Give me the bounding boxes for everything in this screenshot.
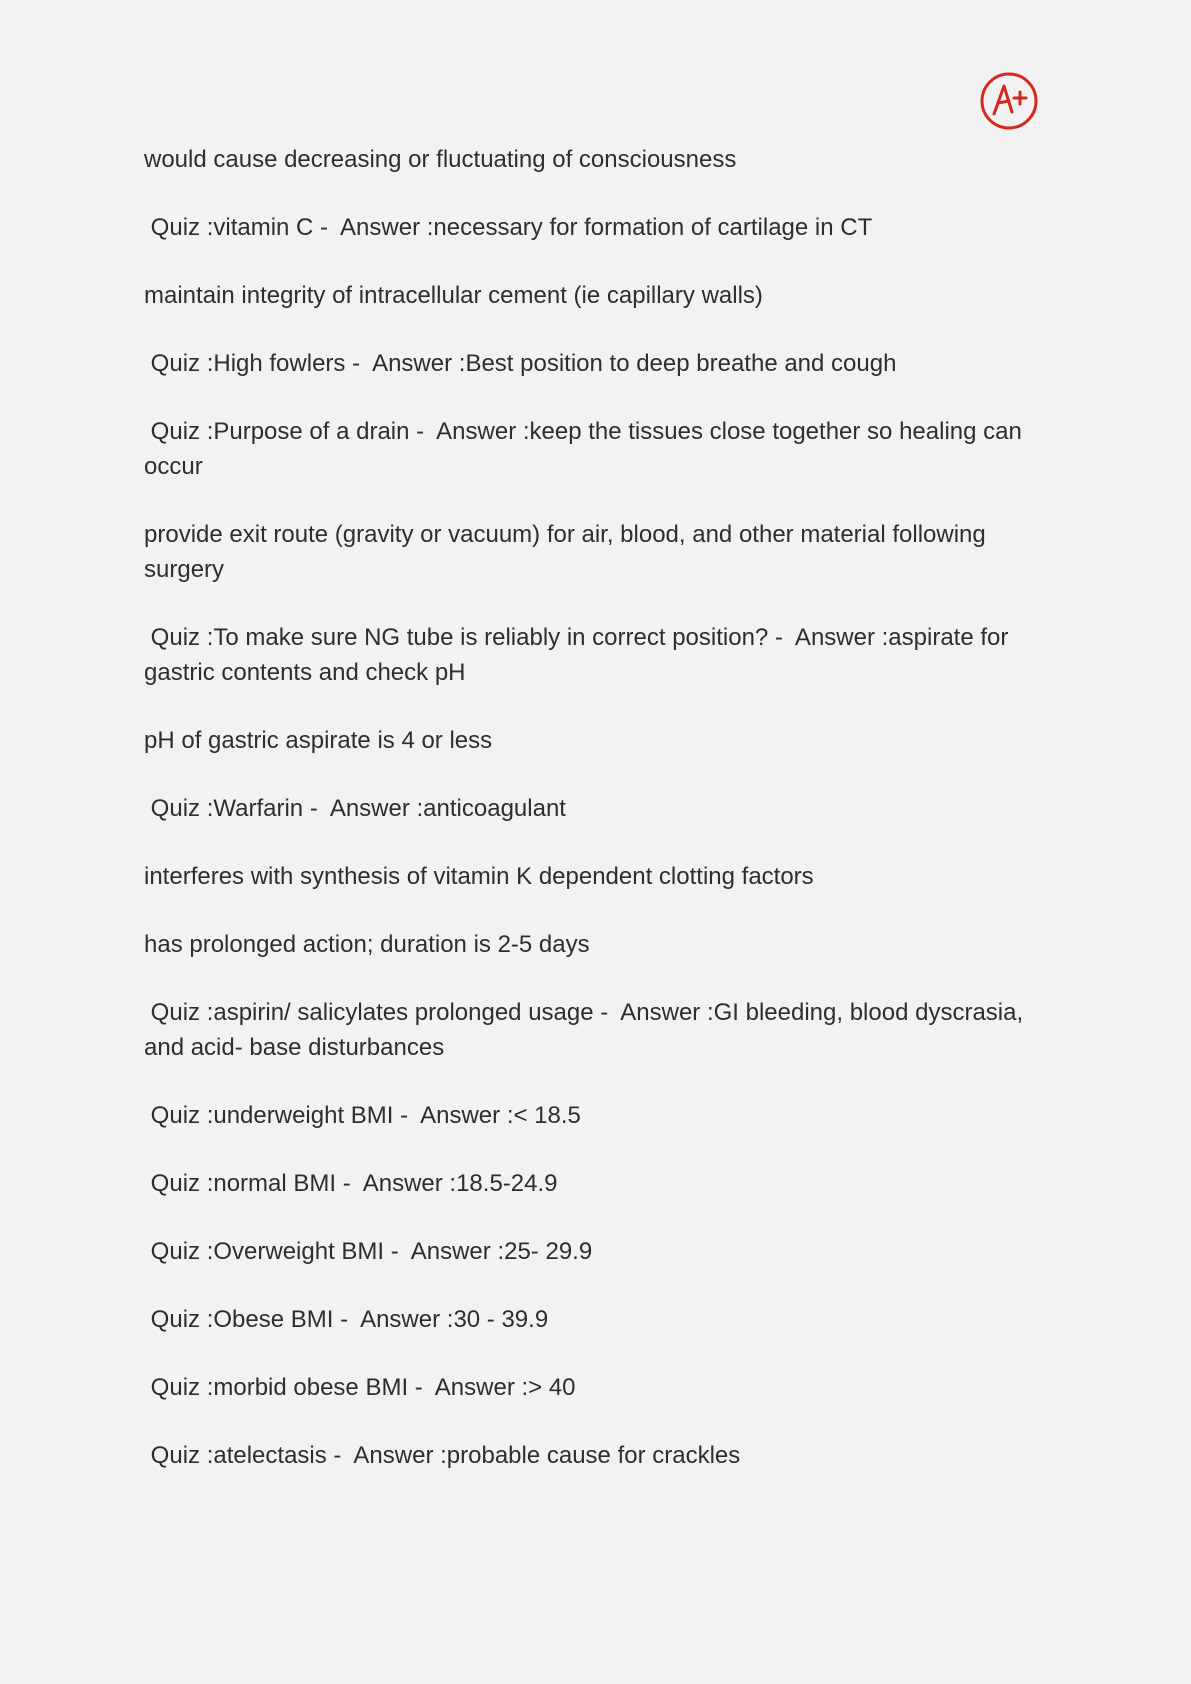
paragraph-gastric-ph: pH of gastric aspirate is 4 or less <box>144 727 493 754</box>
quiz-normal-bmi: Quiz :normal BMI - Answer :18.5-24.9 <box>144 1170 558 1197</box>
paragraph-vitamin-k: interferes with synthesis of vitamin K dependent clotting factors <box>144 863 814 890</box>
document-body <box>144 142 1044 1506</box>
quiz-vitamin-c: Quiz :vitamin C - Answer :necessary for formation of cartilage in CT <box>144 214 873 241</box>
quiz-high-fowlers: Quiz :High fowlers - Answer :Best position to deep breathe and cough <box>144 350 897 377</box>
quiz-underweight-bmi: Quiz :underweight BMI - Answer :< 18.5 <box>144 1102 581 1129</box>
grade-stamp-logo <box>978 70 1040 132</box>
paragraph-intracellular-cement: maintain integrity of intracellular cement (ie capillary walls) <box>144 282 763 309</box>
quiz-morbid-obese-bmi: Quiz :morbid obese BMI - Answer :> 40 <box>144 1374 576 1401</box>
paragraph-consciousness: would cause decreasing or fluctuating of consciousness <box>144 146 737 173</box>
a-plus-stamp-icon <box>978 70 1040 132</box>
quiz-aspirin: Quiz :aspirin/ salicylates prolonged usage - Answer :GI bleeding, blood dyscrasia, and acid- base disturbances <box>144 999 1030 1061</box>
quiz-overweight-bmi: Quiz :Overweight BMI - Answer :25- 29.9 <box>144 1238 593 1265</box>
quiz-ng-tube-position: Quiz :To make sure NG tube is reliably in correct position? - Answer :aspirate for gastric contents and check pH <box>144 624 1016 686</box>
quiz-purpose-of-drain: Quiz :Purpose of a drain - Answer :keep the tissues close together so healing can occur <box>144 418 1029 480</box>
paragraph-prolonged-action: has prolonged action; duration is 2-5 days <box>144 931 590 958</box>
quiz-obese-bmi: Quiz :Obese BMI - Answer :30 - 39.9 <box>144 1306 549 1333</box>
quiz-atelectasis: Quiz :atelectasis - Answer :probable cause for crackles <box>144 1442 741 1469</box>
quiz-warfarin: Quiz :Warfarin - Answer :anticoagulant <box>144 795 566 822</box>
paragraph-exit-route: provide exit route (gravity or vacuum) for air, blood, and other material following surgery <box>144 521 993 583</box>
